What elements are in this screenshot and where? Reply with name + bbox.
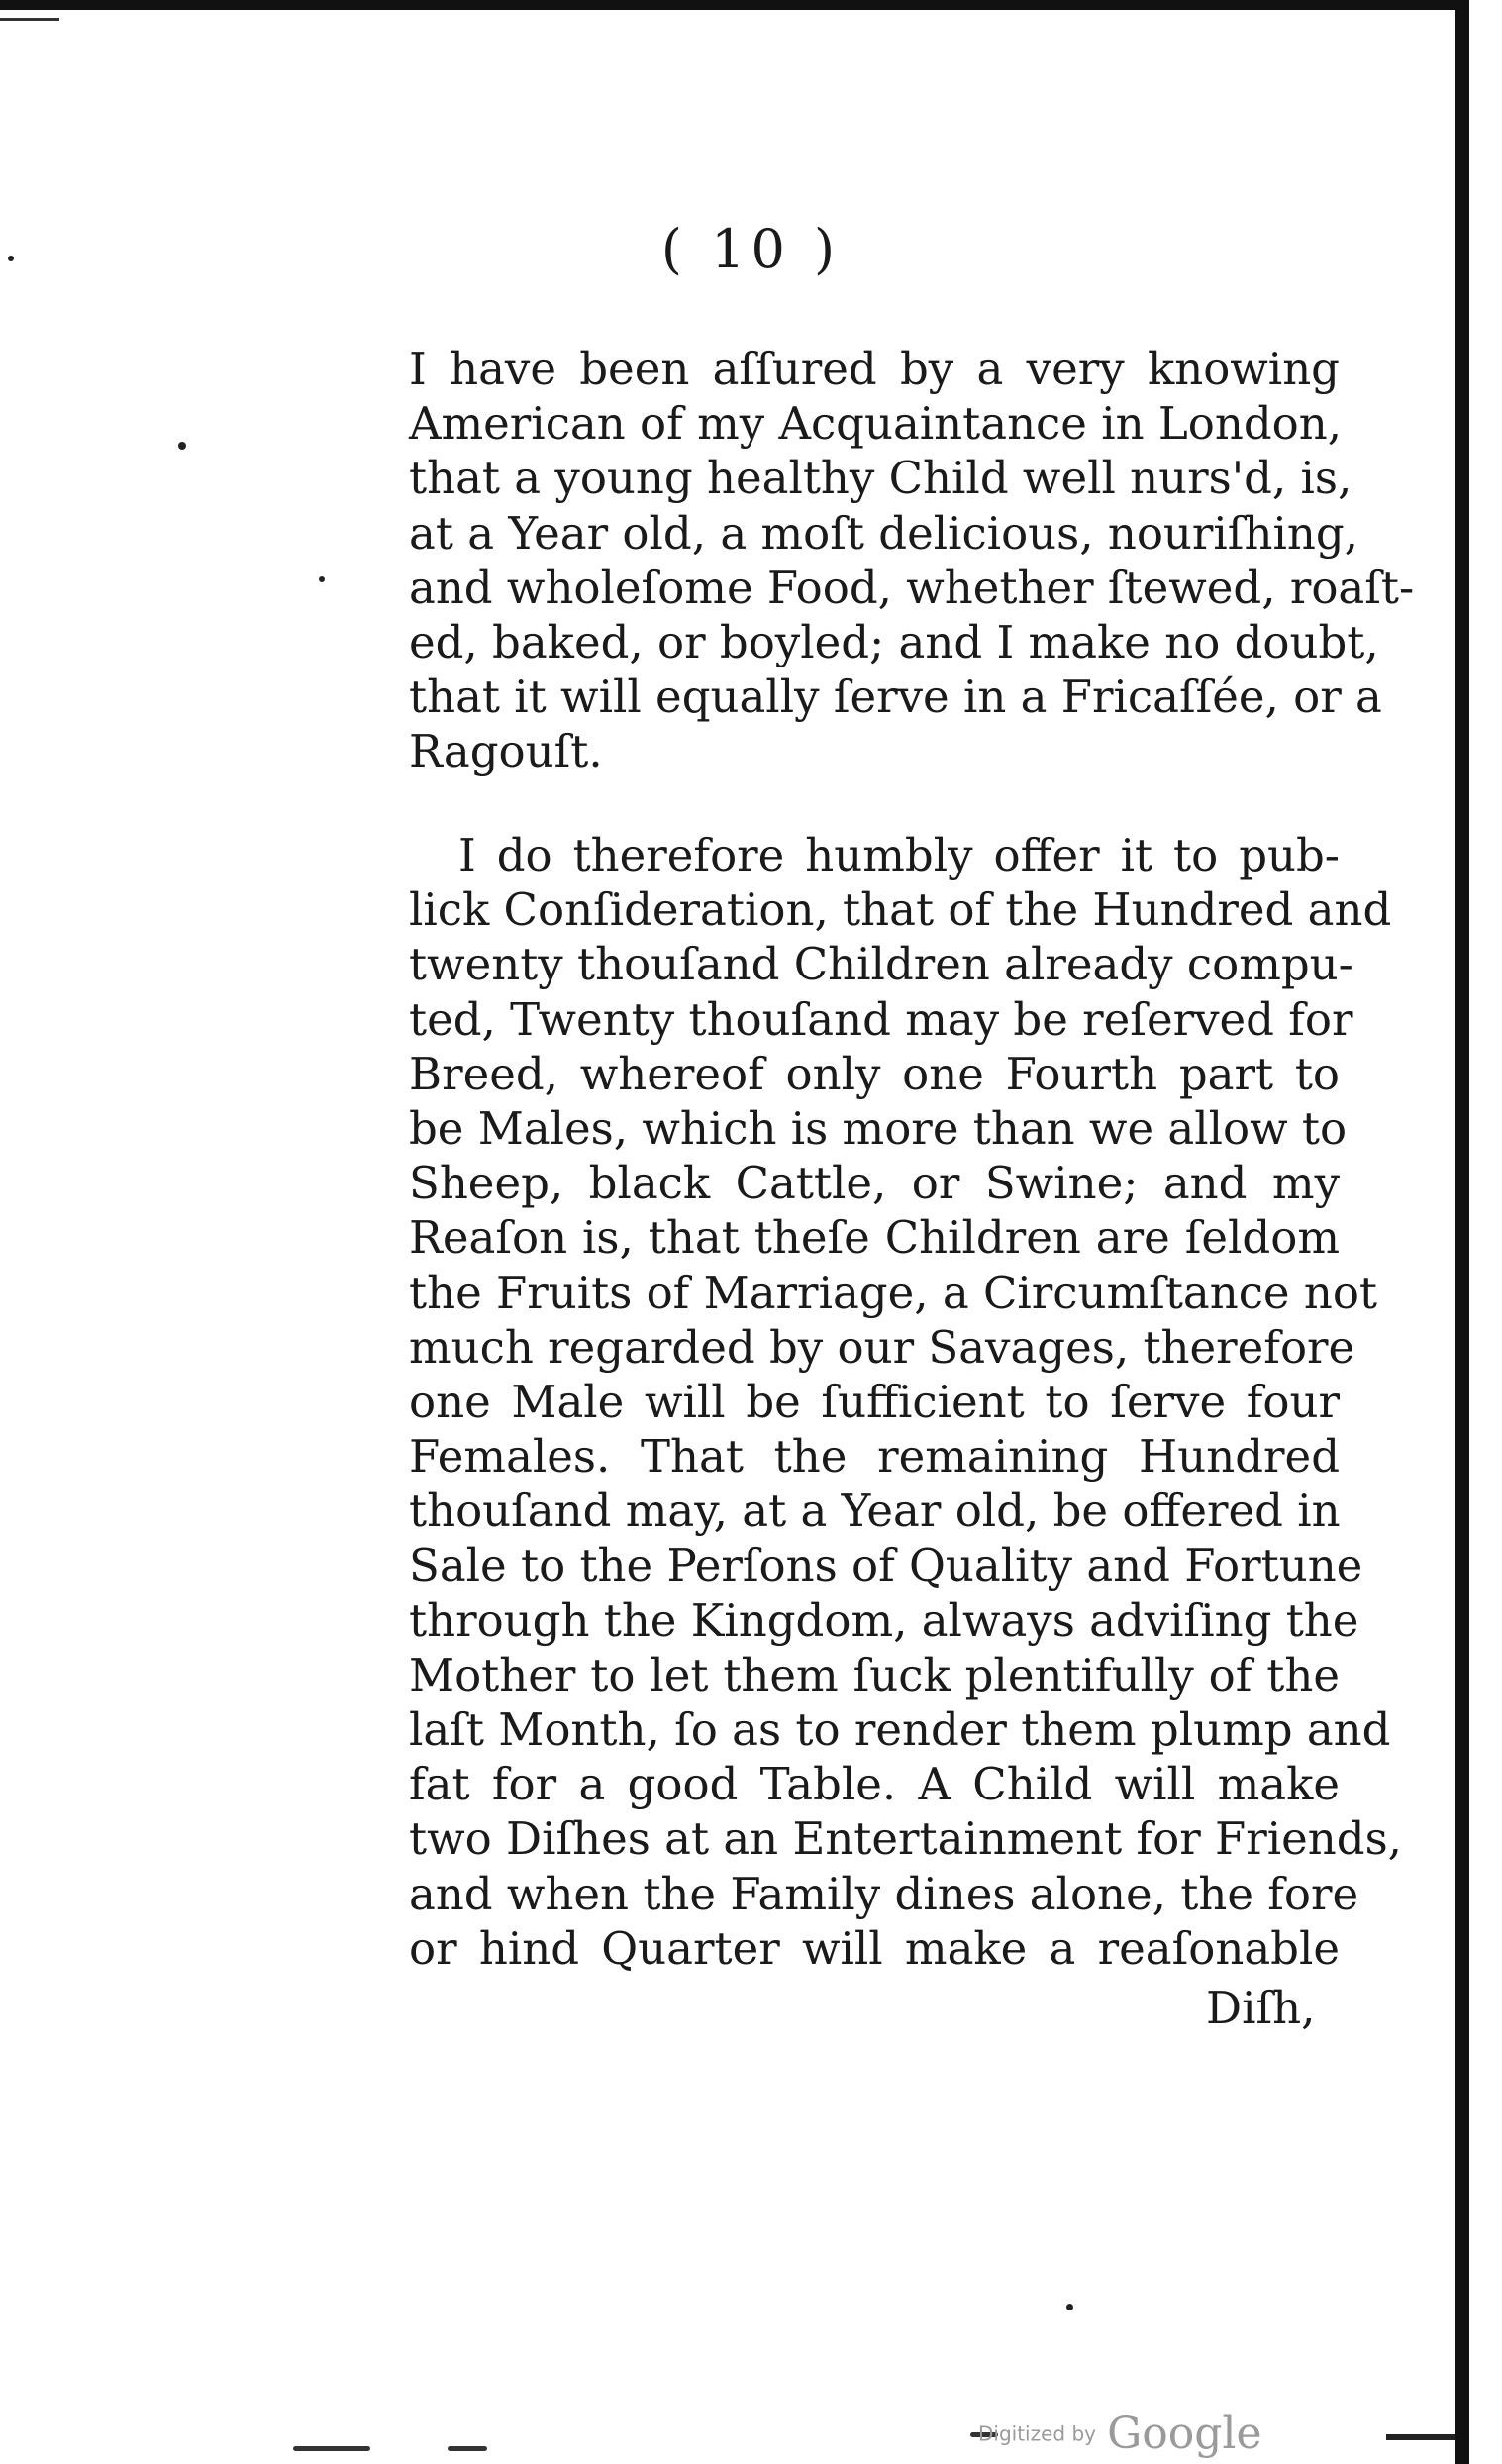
text-line: Females. That the remaining Hundred — [409, 1430, 1340, 1484]
ink-speck — [1066, 2304, 1073, 2310]
text-line: Reaſon is, that theſe Children are ſeldom — [409, 1211, 1340, 1265]
text-line: at a Year old, a moſt delicious, nouriſhing, — [409, 506, 1358, 560]
paragraph-2 — [409, 828, 1402, 1976]
text-line: Sheep, black Cattle, or Swine; and my — [409, 1157, 1340, 1210]
text-line: Sale to the Perſons of Quality and Fortune — [409, 1539, 1363, 1592]
google-watermark — [978, 2409, 1275, 2458]
text-line: ed, baked, or boyled; and I make no doubt, — [409, 615, 1379, 668]
text-line: I do therefore humbly offer it to pub- — [458, 829, 1340, 881]
paragraph-1 — [409, 342, 1415, 779]
catchword: Diſh, — [1206, 1982, 1316, 2034]
digitized-by-label: Digitized by — [978, 2421, 1096, 2446]
page-number: ( 10 ) — [660, 218, 842, 280]
text-line: lick Conſideration, that of the Hundred and — [409, 883, 1392, 937]
ink-speck — [319, 576, 325, 582]
text-line: or hind Quarter will make a reaſonable — [409, 1921, 1340, 1975]
text-line: ted, Twenty thouſand may be reſerved for — [409, 992, 1353, 1046]
text-line: the Fruits of Marriage, a Circumſtance not — [409, 1266, 1378, 1319]
text-line: two Diſhes at an Entertainment for Friends, — [409, 1812, 1402, 1866]
text-line: thouſand may, at a Year old, be offered in — [409, 1485, 1341, 1538]
google-logo-text: Google — [1107, 2409, 1262, 2459]
text-line: that it will equally ſerve in a Fricaſſée, or a — [409, 670, 1382, 724]
text-line: twenty thouſand Children already compu- — [409, 938, 1353, 991]
bottom-scratch-mark — [448, 2446, 487, 2451]
text-line: Mother to let them ſuck plentifully of the — [409, 1648, 1340, 1701]
text-line: be Males, which is more than we allow to — [409, 1101, 1348, 1155]
text-line: Ragouſt. — [409, 725, 603, 778]
text-line: laſt Month, ſo as to render them plump and — [409, 1703, 1391, 1756]
right-page-edge — [1455, 0, 1469, 2464]
text-line: that a young healthy Child well nurs'd, is, — [409, 452, 1352, 505]
top-edge-rule — [0, 0, 1455, 10]
text-line: Breed, whereof only one Fourth part to — [409, 1047, 1340, 1100]
top-left-scratch — [0, 18, 59, 21]
text-line: fat for a good Table. A Child will make — [409, 1758, 1340, 1811]
bottom-right-mark — [1386, 2434, 1455, 2440]
ink-speck — [178, 442, 186, 450]
text-line: much regarded by our Savages, therefore — [409, 1320, 1355, 1374]
bottom-scratch-mark — [293, 2446, 370, 2451]
text-line: I have been aſſured by a very knowing — [409, 343, 1340, 395]
text-line: one Male will be ſufficient to ſerve four — [409, 1375, 1340, 1428]
text-line: American of my Acquaintance in London, — [409, 397, 1343, 451]
text-line: and wholeſome Food, whether ſtewed, roaſt- — [409, 561, 1415, 614]
text-line: and when the Family dines alone, the fore — [409, 1867, 1359, 1920]
text-line: through the Kingdom, always adviſing the — [409, 1593, 1359, 1647]
